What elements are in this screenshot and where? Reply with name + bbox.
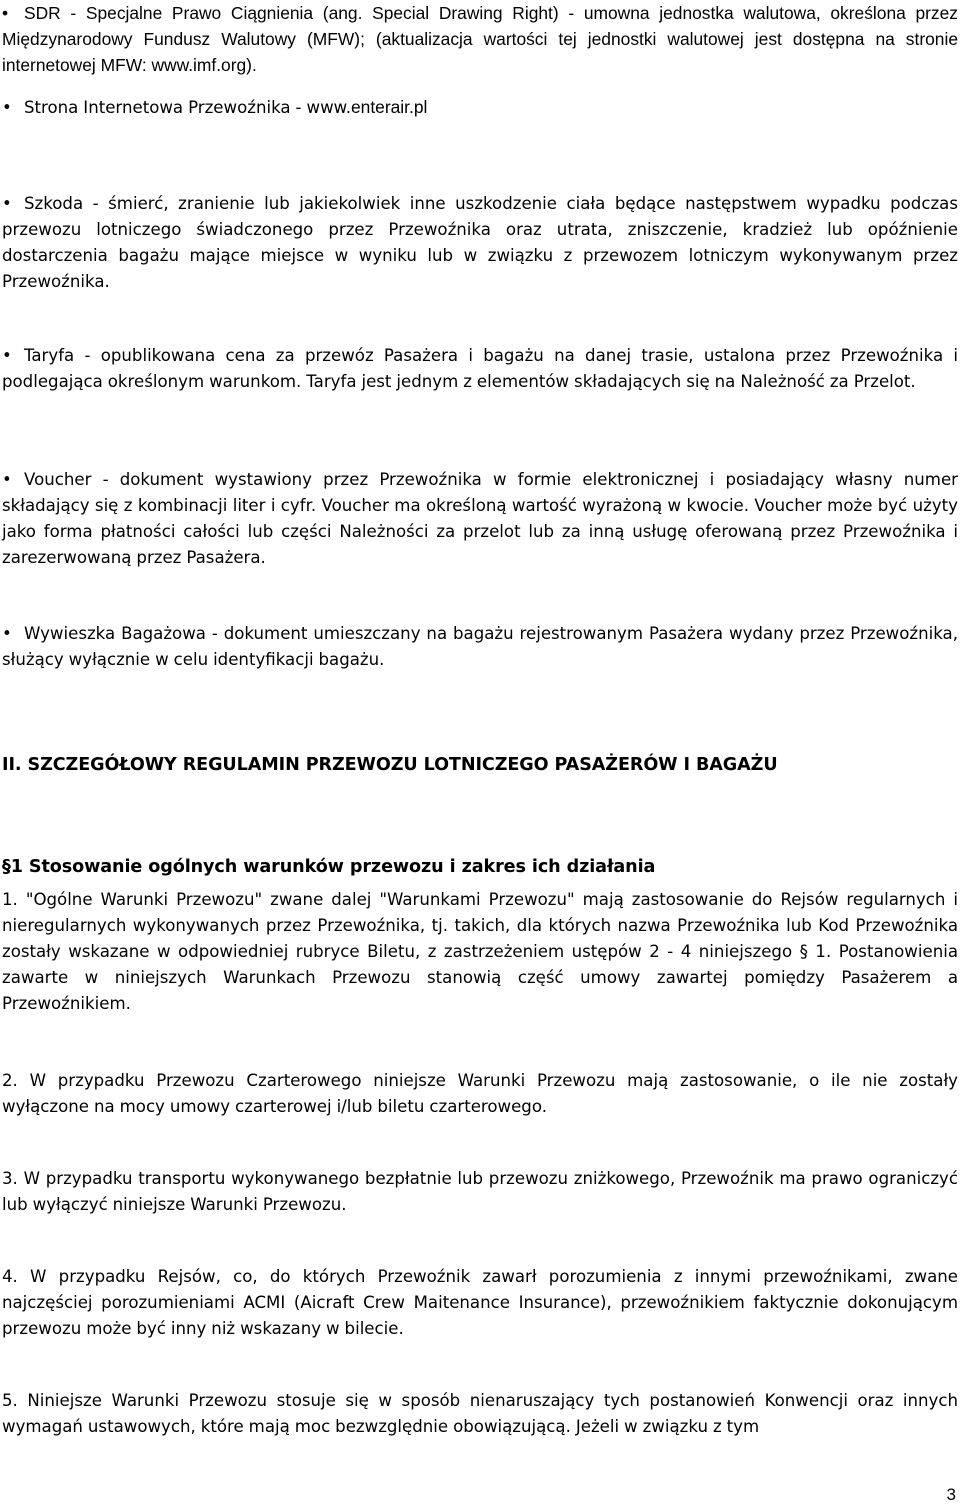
page-number: 3	[946, 1485, 956, 1504]
definition-text: Taryfa - opublikowana cena za przewóz Pasażera i bagażu na danej trasie, ustalona przez Przewoźnika i podlegająca określonym warunkom. Taryfa jest jednym z elementów składających się na Należność za Przelot.	[2, 346, 958, 391]
paragraph-text: 1. Postanowienia zawarte w niniejszych Warunkach Przewozu stanowią część umowy zawartej pomiędzy Pasażerem a Przewoźnikiem.	[2, 942, 958, 1013]
definition-text: Szkoda - śmierć, zranienie lub jakiekolwiek inne uszkodzenie ciała będące następstwem wypadku podczas przewozu lotniczego świadczonego przez Przewoźnika oraz utrata, zniszczenie, kradzież lub opóźnienie dostarczenia bagażu mające miejsce w wyniku lub w związku z przewozem lotniczym wykonywanym przez Przewoźnika.	[2, 194, 958, 291]
paragraph-text: 1. "Ogólne Warunki Przewozu" zwane dalej "Warunkami Przewozu" mają zastosowanie do Rejsów regularnych i nieregularnych wykonywanych przez Przewoźnika, tj. takich, dla których nazwa Przewoźnika lub Kod Przewoźnika zostały wskazane w odpowiedniej rubryce Biletu, z zastrzeżeniem ustępów 2 - 4 niniejszego	[2, 890, 958, 961]
definition-text: Wywieszka Bagażowa - dokument umieszczany na bagażu rejestrowanym Pasażera wydany przez Przewoźnika, służący wyłącznie w celu identyfikacji bagażu.	[2, 624, 958, 669]
paragraph-text: 2. W przypadku Przewozu Czarterowego niniejsze Warunki Przewozu mają zastosowanie, o ile nie zostały wyłączone na mocy umowy czarterowej i/lub biletu czarterowego.	[2, 1071, 958, 1116]
paragraph-1	[2, 887, 958, 1017]
paragraph-2	[2, 1068, 958, 1120]
website-link[interactable]: enterair.pl	[350, 97, 428, 117]
definition-sdr	[2, 0, 958, 78]
bullet-icon: •	[2, 194, 12, 213]
paragraph-text: 4. W przypadku Rejsów, co, do których Przewoźnik zawarł porozumienia z innymi przewoźnikami, zwane najczęściej porozumieniami ACMI (Aicraft Crew Maitenance Insurance), przewoźnikiem faktycznie dokonującym przewozu może być inny niż wskazany w bilecie.	[2, 1267, 958, 1338]
paragraph-text: 3. W przypadku transportu wykonywanego bezpłatnie lub przewozu zniżkowego, Przewoźnik ma prawo ograniczyć lub wyłączyć niniejsze Warunki Przewozu.	[2, 1169, 958, 1214]
definition-voucher	[2, 467, 958, 571]
definition-text: Strona Internetowa Przewoźnika - www.	[24, 98, 351, 117]
definition-text: SDR - Specjalne Prawo Ciągnienia (ang. Special Drawing Right) - umowna jednostka walutowa, określona przez Międzynarodowy Fundusz Walutowy (MFW); (aktualizacja wartości tej jednostki walutowej jest dostępna na stronie internetowej MFW: www.imf.org).	[2, 3, 958, 75]
bullet-icon: •	[2, 624, 12, 643]
section-heading-block	[2, 752, 958, 778]
paragraph-text: 5. Niniejsze Warunki Przewozu stosuje się w sposób nienaruszający tych postanowień Konwencji oraz innych wymagań ustawowych, które mają moc bezwzględnie obowiązującą. Jeżeli w związku z tym	[2, 1391, 958, 1436]
paragraph-4	[2, 1264, 958, 1342]
definition-szkoda	[2, 191, 958, 295]
section-sign-icon: §	[2, 857, 11, 877]
paragraph-5	[2, 1388, 958, 1440]
bullet-icon: •	[2, 346, 12, 365]
definition-taryfa	[2, 343, 958, 395]
definition-text: Voucher - dokument wystawiony przez Przewoźnika w formie elektronicznej i posiadający własny numer składający się z kombinacji liter i cyfr. Voucher ma określoną wartość wyrażoną w kwocie. Voucher może być użyty jako forma płatności całości lub części Należności za przelot lub za inną usługę oferowaną przez Przewoźnika i zarezerwowaną przez Pasażera.	[2, 470, 958, 567]
section-sign-icon: §	[799, 942, 808, 961]
paragraph-3	[2, 1166, 958, 1218]
definition-wywieszka	[2, 621, 958, 673]
bullet-icon: •	[2, 98, 12, 117]
bullet-icon: •	[2, 470, 12, 489]
definition-website	[2, 94, 958, 121]
subsection-heading-block	[2, 854, 958, 880]
section-heading: II. SZCZEGÓŁOWY REGULAMIN PRZEWOZU LOTNICZEGO PASAŻERÓW I BAGAŻU	[2, 755, 778, 775]
subsection-heading: 1 Stosowanie ogólnych warunków przewozu i zakres ich działania	[10, 857, 656, 877]
bullet-icon: •	[2, 3, 9, 23]
